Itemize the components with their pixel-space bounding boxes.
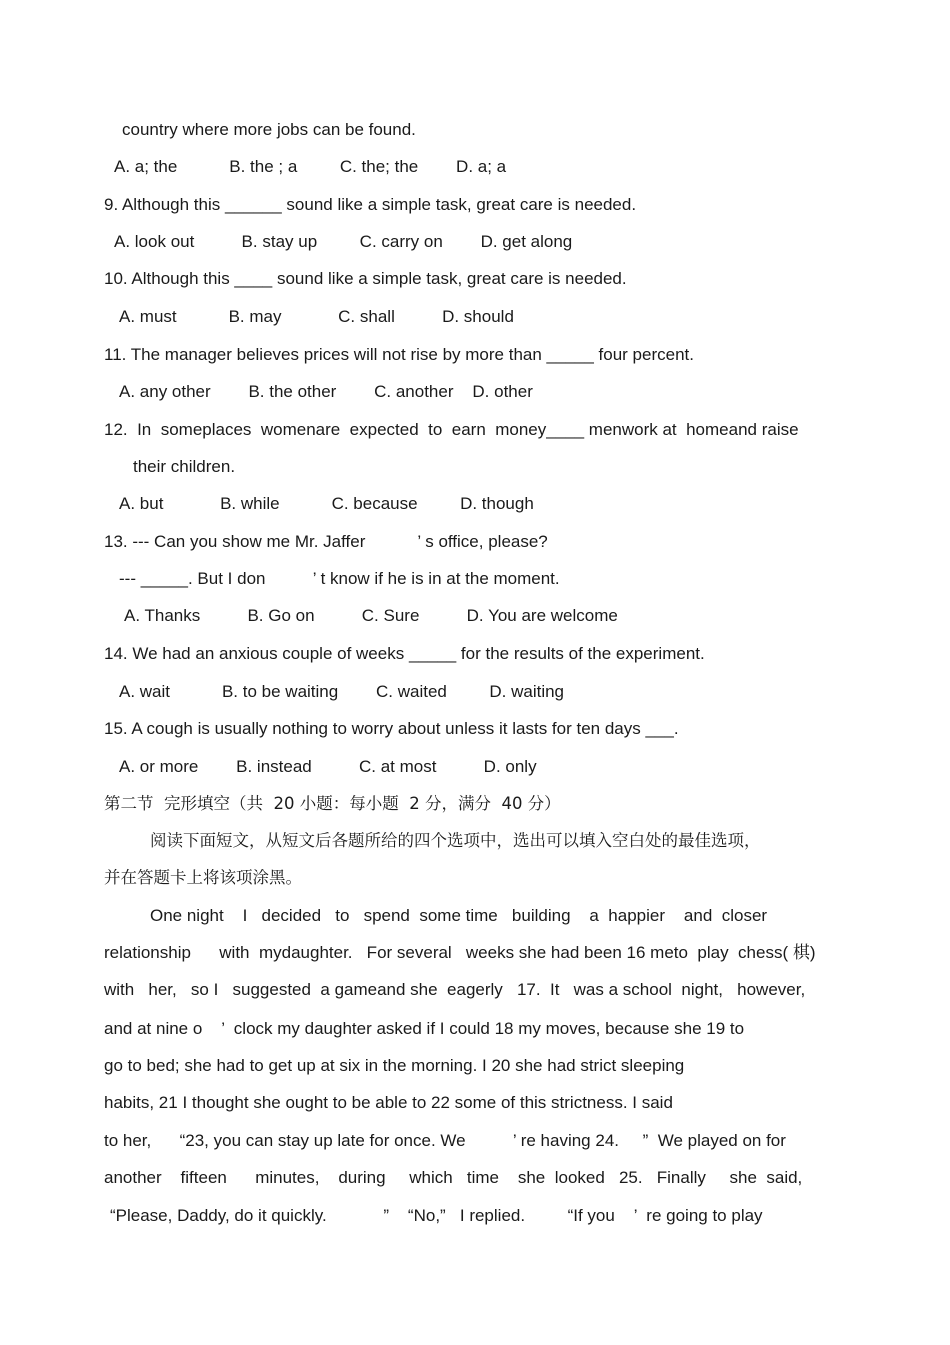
question-13: 13. --- Can you show me Mr. Jaffer ’ s office, please? (104, 532, 548, 551)
question-10: 10. Although this ____ sound like a simple task, great care is needed. (104, 269, 627, 288)
section-heading: 第二节 完形填空（共 20 小题：每小题 2 分，满分 40 分） (104, 794, 561, 813)
question-9: 9. Although this ______ sound like a simple task, great care is needed. (104, 195, 637, 214)
question-12: 12. In someplaces womenare expected to earn money____ menwork at homeand raise (104, 420, 799, 439)
question-14: 14. We had an anxious couple of weeks _____ for the results of the experiment. (104, 644, 705, 663)
passage-line: to her, “23, you can stay up late for once. We ’ re having 24. ” We played on for (104, 1131, 786, 1150)
q12-options: A. but B. while C. because D. though (119, 494, 534, 513)
text-line-1: country where more jobs can be found. (122, 120, 416, 139)
question-12-cont: their children. (133, 457, 236, 476)
question-11: 11. The manager believes prices will not rise by more than _____ four percent. (104, 345, 694, 364)
passage-line: another fifteen minutes, during which time she looked 25. Finally she said, (104, 1168, 803, 1187)
q13-options: A. Thanks B. Go on C. Sure D. You are welcome (124, 606, 618, 625)
q9-options: A. look out B. stay up C. carry on D. get along (114, 232, 573, 251)
passage-line: go to bed; she had to get up at six in the morning. I 20 she had strict sleeping (104, 1056, 685, 1075)
q14-options: A. wait B. to be waiting C. waited D. waiting (119, 682, 565, 701)
passage-line: relationship with mydaughter. For several weeks she had been 16 meto play chess( 棋) (104, 943, 816, 962)
instructions-cont: 并在答题卡上将该项涂黑。 (104, 868, 302, 887)
passage-line: One night I decided to spend some time building a happier and closer (150, 906, 768, 925)
q8-options: A. a; the B. the ; a C. the; the D. a; a (114, 157, 507, 176)
q15-options: A. or more B. instead C. at most D. only (119, 757, 537, 776)
passage-line: with her, so I suggested a gameand she eagerly 17. It was a school night, however, (104, 980, 806, 999)
question-13-reply: --- _____. But I don ’ t know if he is in at the moment. (119, 569, 560, 588)
passage-line: and at nine o ’ clock my daughter asked if I could 18 my moves, because she 19 to (104, 1019, 745, 1038)
q10-options: A. must B. may C. shall D. should (119, 307, 514, 326)
instructions: 阅读下面短文，从短文后各题所给的四个选项中，选出可以填入空白处的最佳选项， (150, 831, 761, 850)
q11-options: A. any other B. the other C. another D. other (119, 382, 533, 401)
passage-line: habits, 21 I thought she ought to be able to 22 some of this strictness. I said (104, 1093, 673, 1112)
question-15: 15. A cough is usually nothing to worry about unless it lasts for ten days ___. (104, 719, 679, 738)
passage-line: “Please, Daddy, do it quickly. ” “No,” I replied. “If you ’ re going to play (110, 1206, 763, 1225)
